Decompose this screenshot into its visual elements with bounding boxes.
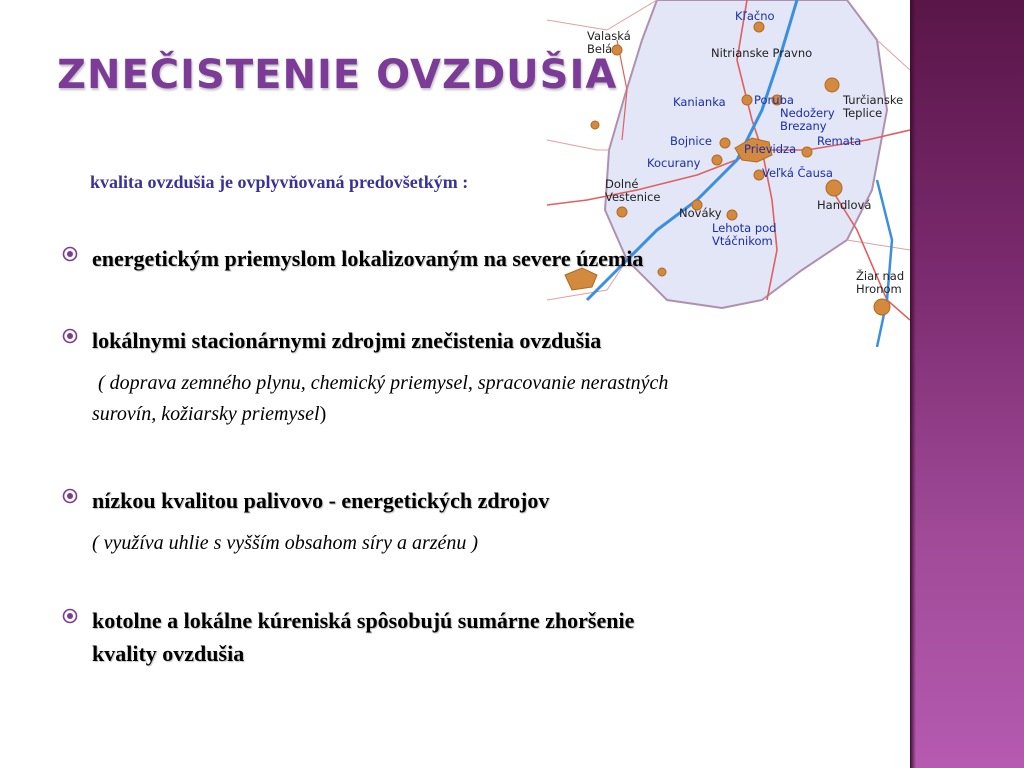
bullet-text-line2: kvality ovzdušia: [92, 641, 245, 666]
side-band-edge: [910, 0, 916, 768]
map-label-lehota-pod-vtacnikom: Lehota pod Vtáčnikom: [712, 221, 777, 248]
bullet-note-line2: [92, 400, 326, 429]
map-label-handlova: Handlová: [817, 198, 872, 212]
map-label-remata: Remata: [817, 134, 862, 148]
map-label-valaska-bela: Valaská Belá: [587, 29, 631, 56]
bullet-item-local-sources: [62, 324, 601, 357]
bullet-item-energy-industry: [62, 242, 643, 275]
map-label-dolne-vestenice: Dolné Vestenice: [605, 177, 661, 204]
bullet-item-fuel-quality: [62, 484, 549, 517]
bullet-text: energetickým priemyslom lokalizovaným na severe územia: [92, 246, 644, 271]
bullet-text: lokálnymi stacionárnymi zdrojmi znečistenia ovzdušia: [92, 328, 602, 353]
map-label-prievidza: Prievidza: [744, 142, 797, 156]
decorative-side-band: [910, 0, 1024, 768]
circle-dot-bullet-icon: [62, 488, 78, 504]
bullet-note-line1: ( doprava zemného plynu, chemický priemysel, spracovanie nerastných: [98, 372, 669, 394]
circle-dot-bullet-icon: [62, 246, 78, 262]
bullet-note-line2-text: surovín, kožiarsky priemysel: [92, 403, 320, 425]
circle-dot-bullet-icon: [62, 328, 78, 344]
bullet-item-boilers: [62, 604, 634, 670]
bullet-text-line1: kotolne a lokálne kúreniská spôsobujú sumárne zhoršenie: [92, 608, 635, 633]
map-label-ziar-nad-hronom: Žiar nad Hronom: [856, 269, 905, 296]
map-label-turcianske-teplice: Turčianske Teplice: [843, 93, 904, 120]
map-label-novaky: Nováky: [679, 206, 722, 220]
map-label-nedozery-brezany: Nedožery Brezany: [780, 106, 835, 133]
slide-subtitle: kvalita ovzdušia je ovplyvňovaná predovšetkým :: [90, 172, 469, 192]
map-label-poruba: Poruba: [754, 93, 794, 107]
map-label-klacno: Kľačno: [735, 9, 775, 23]
map-label-nitrianske-pravno: Nitrianske Pravno: [711, 46, 813, 60]
bullet-text: [92, 604, 634, 670]
map-label-velka-causa: Veľká Čausa: [762, 166, 833, 180]
circle-dot-bullet-icon: [62, 608, 78, 624]
map-label-kocurany: Kocurany: [647, 156, 701, 170]
map-label-kanianka: Kanianka: [673, 95, 726, 109]
bullet-note-close: ): [319, 403, 327, 425]
bullet-note: ( využíva uhlie s vyšším obsahom síry a arzénu ): [92, 532, 479, 554]
map-label-bojnice: Bojnice: [670, 134, 713, 148]
bullet-text: nízkou kvalitou palivovo - energetických zdrojov: [92, 488, 550, 513]
slide-title: ZNEČISTENIE OVZDUŠIA: [57, 52, 618, 98]
